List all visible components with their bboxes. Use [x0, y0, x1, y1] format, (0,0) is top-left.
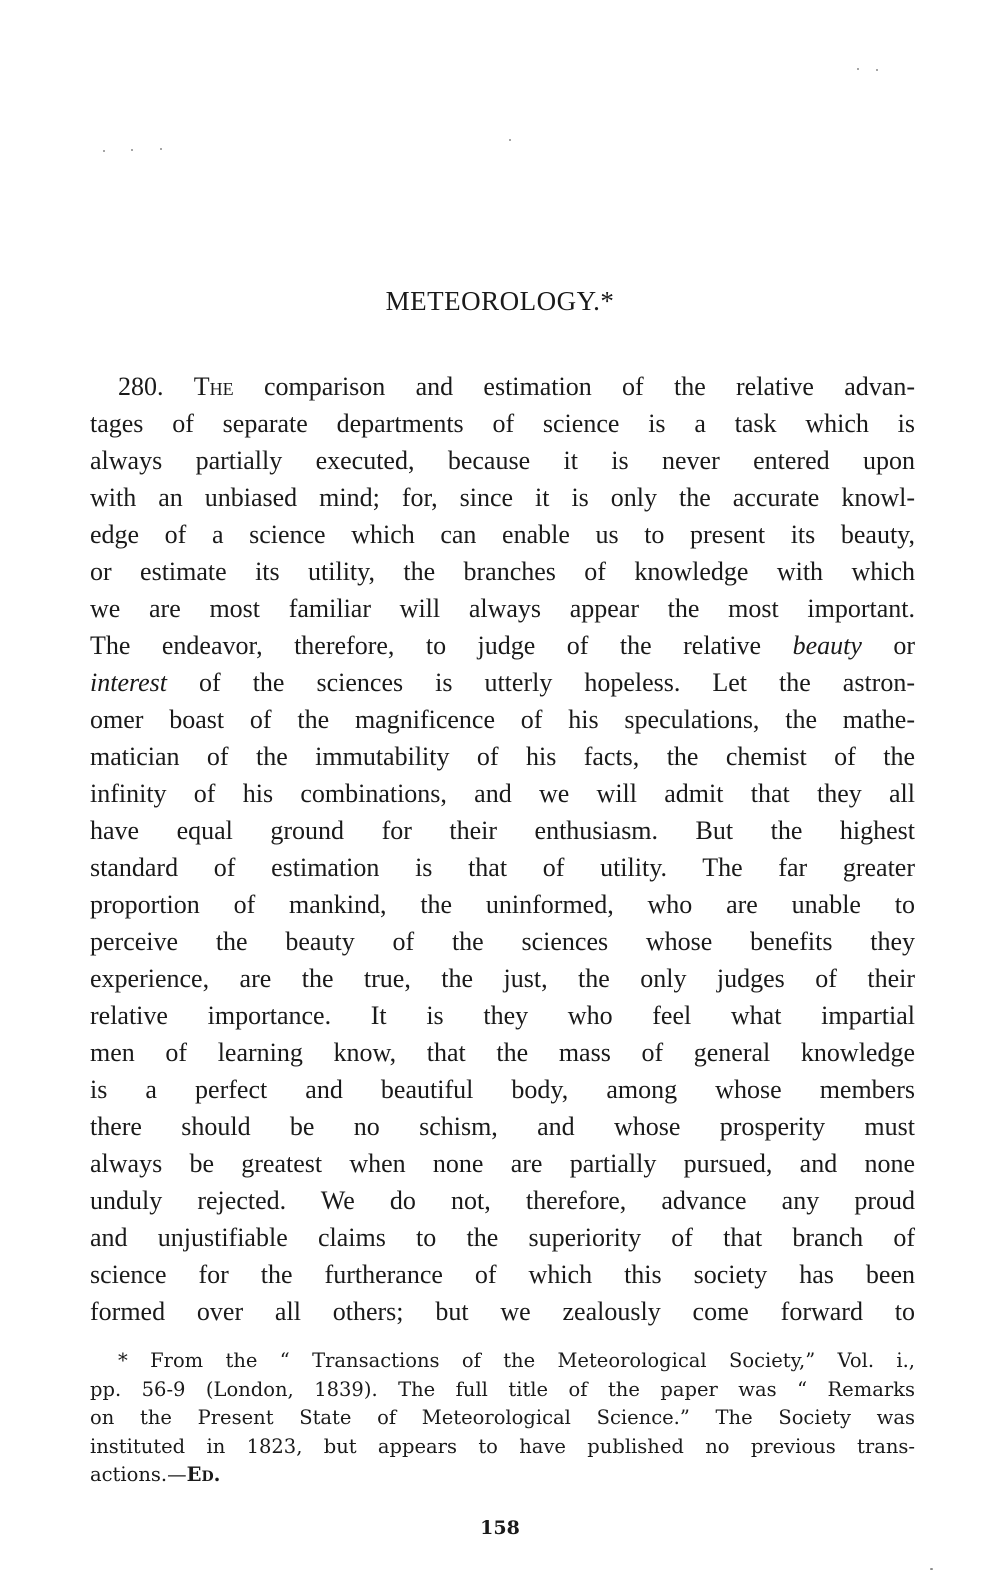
print-speck	[857, 68, 859, 70]
text-line-part: of the sciences is utterly hopeless. Let the astron-	[199, 668, 916, 697]
text-line: unduly rejected. We do not, therefore, advance any proud	[90, 1186, 915, 1215]
text-line-part: or	[893, 631, 916, 660]
text-line: and unjustifiable claims to the superiority of that branch of	[90, 1223, 915, 1252]
text-line: matician of the immutability of his facts, the chemist of the	[90, 742, 915, 771]
text-line: men of learning know, that the mass of general knowledge	[90, 1038, 915, 1067]
footnote-line	[90, 1461, 915, 1490]
text-line: infinity of his combinations, and we will admit that they all	[90, 779, 915, 808]
text-line: there should be no schism, and whose prosperity must	[90, 1112, 915, 1141]
text-line: have equal ground for their enthusiasm. But the highest	[90, 816, 915, 845]
text-line	[90, 664, 915, 701]
text-line: always be greatest when none are partially pursued, and none	[90, 1149, 915, 1178]
footnote-line: instituted in 1823, but appears to have published no previous trans-	[90, 1434, 915, 1458]
text-line-part: comparison and estimation of the relative advan-	[263, 372, 915, 401]
text-line: or estimate its utility, the branches of knowledge with which	[90, 557, 915, 586]
print-speck	[103, 150, 105, 152]
text-line: relative importance. It is they who feel what impartial	[90, 1001, 915, 1030]
footnote-line: * From the “ Transactions of the Meteorological Society,” Vol. i.,	[118, 1349, 915, 1372]
text-line: is a perfect and beautiful body, among whose members	[90, 1075, 915, 1104]
text-line: edge of a science which can enable us to present its beauty,	[90, 520, 915, 549]
text-line: experience, are the true, the just, the only judges of their	[90, 964, 915, 993]
text-line: formed over all others; but we zealously come forward to	[90, 1297, 915, 1326]
text-line: science for the furtherance of which this society has been	[90, 1260, 915, 1289]
print-speck	[509, 139, 511, 141]
italic-word: beauty	[792, 631, 862, 660]
text-line: standard of estimation is that of utility. The far greater	[90, 853, 915, 882]
print-speck	[160, 148, 162, 150]
text-line: always partially executed, because it is never entered upon	[90, 446, 915, 475]
footnote-line: on the Present State of Meteorological Science.” The Society was	[90, 1406, 915, 1429]
chapter-title: METEOROLOGY.*	[385, 286, 615, 316]
text-line: omer boast of the magnificence of his speculations, the mathe-	[90, 705, 915, 734]
first-word: The	[193, 372, 234, 401]
print-speck	[131, 149, 133, 151]
text-line	[90, 627, 915, 664]
text-line	[90, 368, 915, 405]
page-number: 158	[480, 1517, 520, 1539]
print-speck	[876, 69, 878, 71]
text-line: proportion of mankind, the uninformed, who are unable to	[90, 890, 915, 919]
print-speck	[930, 1568, 933, 1570]
italic-word: interest	[90, 668, 168, 697]
text-line: we are most familiar will always appear the most important.	[90, 594, 915, 623]
footnote-line: pp. 56-9 (London, 1839). The full title of the paper was “ Remarks	[90, 1377, 915, 1401]
text-line: with an unbiased mind; for, since it is only the accurate knowl-	[90, 483, 915, 512]
text-line-part: The endeavor, therefore, to judge of the relative	[90, 631, 762, 660]
text-line: tages of separate departments of science is a task which is	[90, 409, 915, 438]
editor-mark: Ed.	[186, 1463, 221, 1486]
footnote-line-part: actions.—	[90, 1463, 187, 1486]
body-paragraph	[90, 368, 915, 1330]
text-line: perceive the beauty of the sciences whose benefits they	[90, 927, 915, 956]
paragraph-number: 280.	[118, 372, 164, 401]
footnote	[90, 1347, 915, 1490]
